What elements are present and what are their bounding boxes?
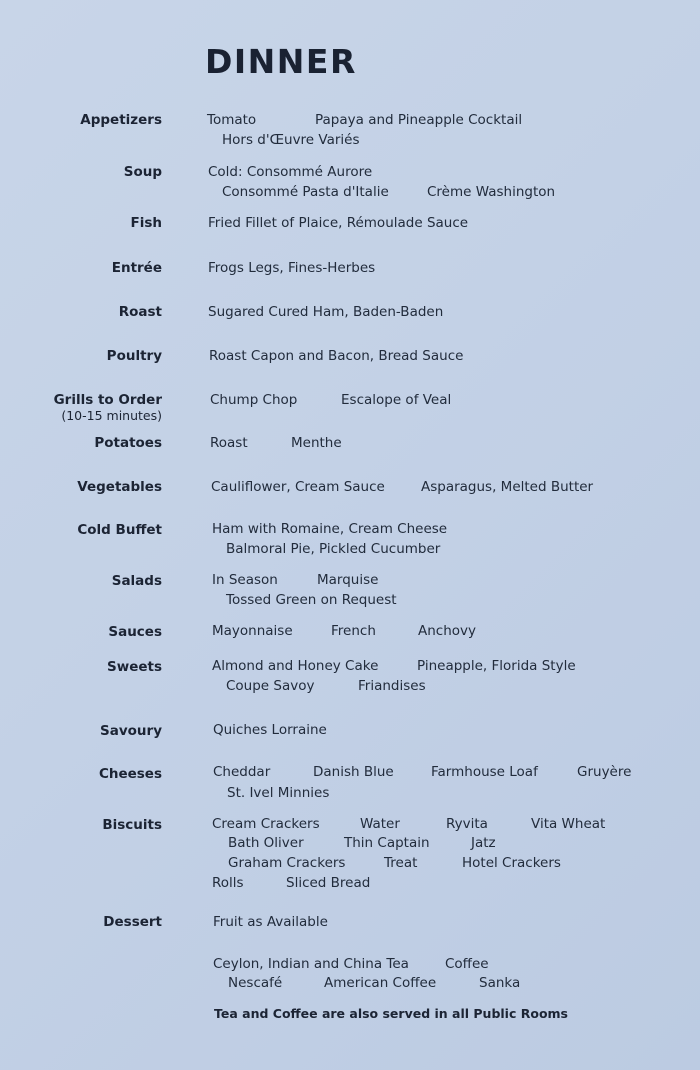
menu-item: Pineapple, Florida Style [417,658,576,674]
course-label-text: Dessert [103,914,162,930]
menu-item: Friandises [358,678,426,694]
course-label-text: Grills to Order [53,392,162,408]
course-label [0,392,162,423]
menu-item: Rolls [212,875,244,891]
course-label-text: Salads [111,573,162,589]
menu-item: Almond and Honey Cake [212,658,379,674]
menu-item: Asparagus, Melted Butter [421,479,594,495]
course-label-text: Vegetables [77,479,162,495]
menu-item: Sanka [479,975,521,991]
course-label [0,260,162,276]
menu-item: Farmhouse Loaf [431,764,538,780]
course-label-text: Biscuits [102,817,162,833]
menu-item: Nescafé [228,975,283,991]
menu-item: French [331,623,376,639]
menu-item: Coupe Savoy [226,678,315,694]
menu-item: Hotel Crackers [462,855,561,871]
menu-title: DINNER [205,42,357,81]
course-label-text: Savoury [100,723,162,739]
menu-item: Cheddar [213,764,271,780]
course-label [0,164,162,180]
menu-item: Crème Washington [427,184,556,200]
menu-item: Treat [384,855,418,871]
menu-item: Tomato [207,112,257,128]
menu-item: Gruyère [577,764,632,780]
course-label [0,215,162,231]
course-sublabel: (10-15 minutes) [61,408,162,423]
menu-item: Sugared Cured Ham, Baden-Baden [208,304,444,320]
course-label [0,435,162,451]
menu-item: Anchovy [418,623,477,639]
menu-item: Fried Fillet of Plaice, Rémoulade Sauce [208,215,469,231]
menu-item: Quiches Lorraine [213,722,327,738]
menu-item: In Season [212,572,278,588]
course-label [0,766,162,782]
menu-item: Ham with Romaine, Cream Cheese [212,521,448,537]
menu-item: Cream Crackers [212,816,320,832]
course-label-text: Potatoes [94,435,162,451]
menu-item: Balmoral Pie, Pickled Cucumber [226,541,441,557]
menu-item: Bath Oliver [228,835,304,851]
course-label [0,723,162,739]
course-label-text: Cold Buffet [77,522,162,538]
menu-item: Menthe [291,435,342,451]
course-label-text: Roast [118,304,162,320]
menu-item: Chump Chop [210,392,298,408]
course-label [0,112,162,128]
menu-item: Coffee [445,956,489,972]
menu-item: Thin Captain [344,835,430,851]
course-label-text: Sauces [108,624,162,640]
menu-item: St. Ivel Minnies [227,785,330,801]
menu-item: Frogs Legs, Fines-Herbes [208,260,376,276]
service-note: Tea and Coffee are also served in all Public Rooms [214,1006,568,1021]
menu-item: American Coffee [324,975,437,991]
course-label-text: Soup [123,164,162,180]
course-label [0,624,162,640]
course-label-text: Poultry [106,348,162,364]
menu-item: Hors d'Œuvre Variés [222,132,360,148]
menu-item: Fruit as Available [213,914,328,930]
menu-item: Roast Capon and Bacon, Bread Sauce [209,348,464,364]
menu-item: Jatz [471,835,496,851]
menu-item: Cold: Consommé Aurore [208,164,373,180]
course-label-text: Appetizers [80,112,162,128]
menu-item: Papaya and Pineapple Cocktail [315,112,523,128]
course-label [0,573,162,589]
menu-item: Cauliflower, Cream Sauce [211,479,385,495]
course-label-text: Entrée [111,260,162,276]
course-label [0,479,162,495]
menu-item: Consommé Pasta d'Italie [222,184,389,200]
menu-item: Ryvita [446,816,488,832]
menu-item: Graham Crackers [228,855,346,871]
menu-item: Water [360,816,400,832]
menu-item: Vita Wheat [531,816,606,832]
menu-item: Marquise [317,572,379,588]
course-label [0,659,162,675]
course-label [0,304,162,320]
course-label-text: Cheeses [98,766,162,782]
course-label-text: Sweets [107,659,162,675]
menu-item: Roast [210,435,248,451]
menu-item: Danish Blue [313,764,394,780]
menu-item: Sliced Bread [286,875,371,891]
menu-item: Escalope of Veal [341,392,452,408]
course-label [0,914,162,930]
menu-item: Mayonnaise [212,623,293,639]
course-label [0,817,162,833]
course-label-text: Fish [130,215,162,231]
menu-item: Tossed Green on Request [226,592,397,608]
course-label [0,348,162,364]
menu-item: Ceylon, Indian and China Tea [213,956,409,972]
course-label [0,522,162,538]
